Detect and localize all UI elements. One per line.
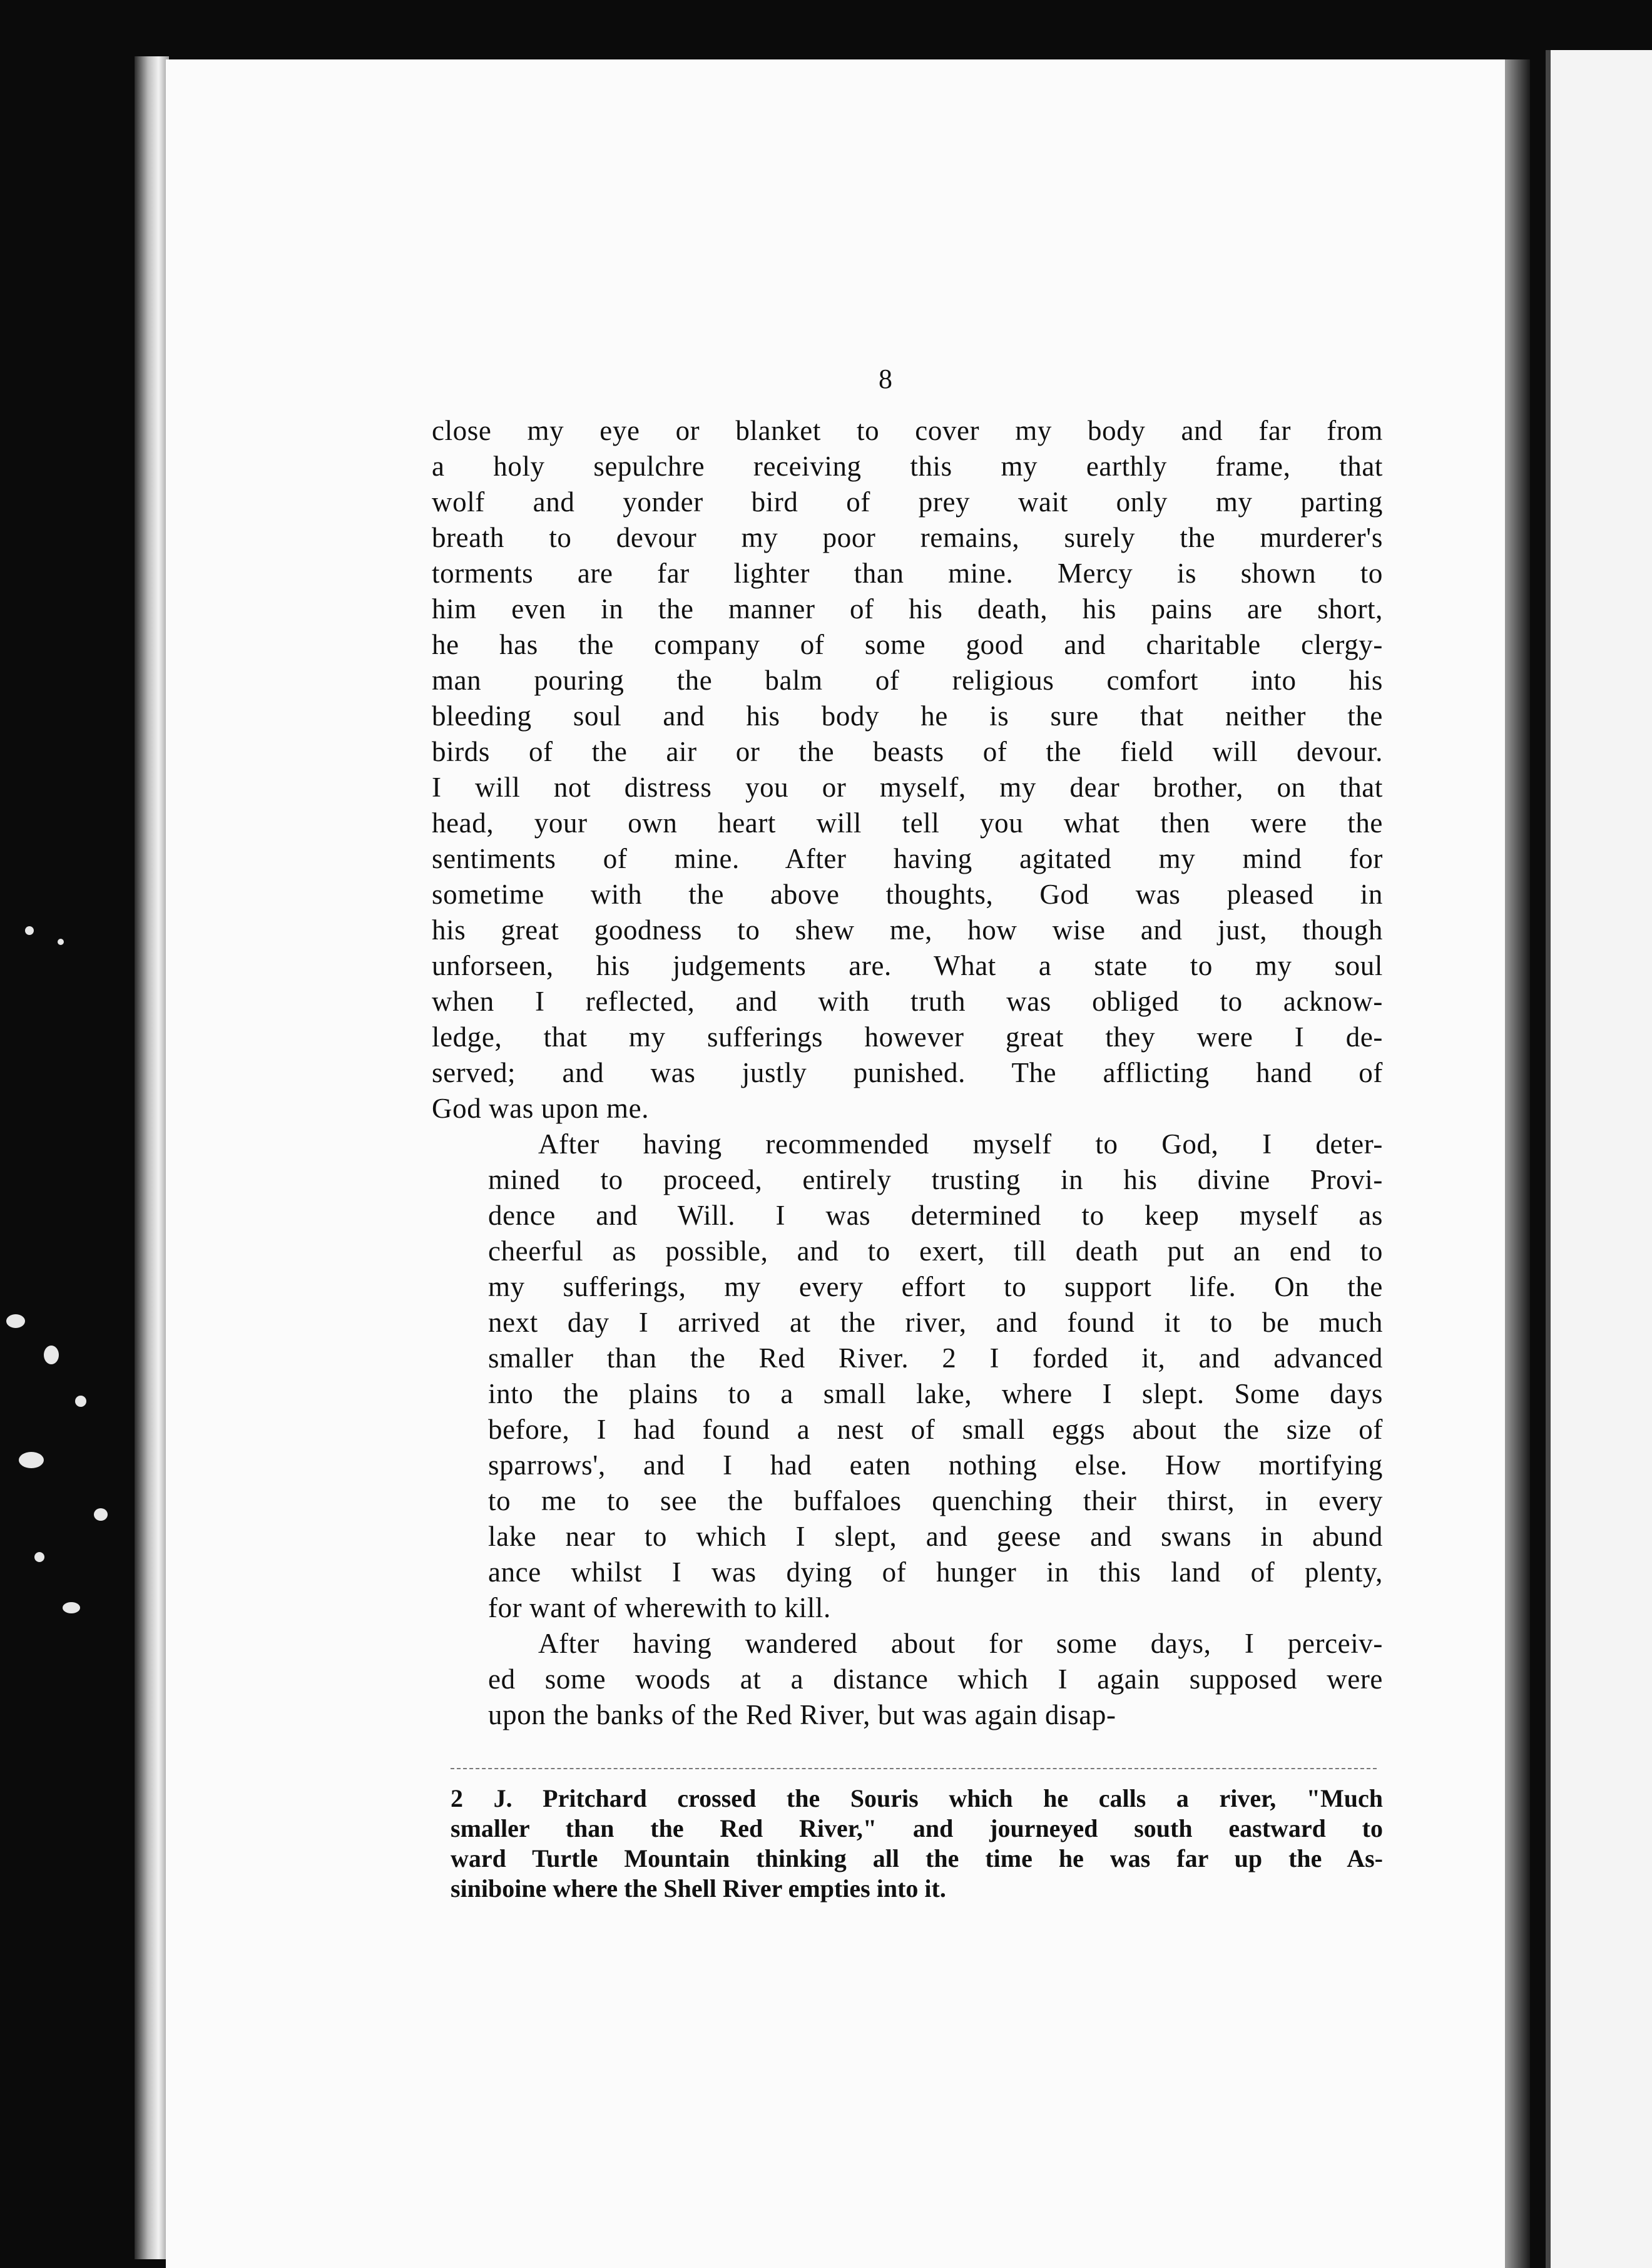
text-line: next day I arrived at the river, and found it to be much <box>488 1307 1383 1338</box>
margin-speckle <box>6 1314 25 1328</box>
text-line: for want of wherewith to kill. <box>488 1592 831 1623</box>
text-line: sentiments of mine. After having agitated my mind for <box>432 843 1383 874</box>
text-line: smaller than the Red River. 2 I forded it, and advanced <box>488 1342 1383 1374</box>
text-line: lake near to which I slept, and geese and swans in abund <box>488 1521 1383 1552</box>
text-line: ledge, that my sufferings however great they were I de- <box>432 1021 1383 1053</box>
adjacent-page-edge <box>1546 50 1652 2268</box>
page-gutter-shadow <box>1505 59 1530 2268</box>
text-line: God was upon me. <box>432 1093 650 1124</box>
margin-speckle <box>94 1508 108 1521</box>
page-number: 8 <box>879 364 892 394</box>
text-line: a holy sepulchre receiving this my earthly frame, that <box>432 451 1383 482</box>
text-line: After having wandered about for some days, I perceiv- <box>538 1628 1383 1659</box>
text-line: before, I had found a nest of small eggs about the size of <box>488 1414 1383 1445</box>
text-line: to me to see the buffaloes quenching their thirst, in every <box>488 1485 1383 1516</box>
paragraph <box>432 1626 1383 1733</box>
margin-speckle <box>25 926 34 935</box>
footnote-line: 2 J. Pritchard crossed the Souris which he calls a river, "Much <box>451 1784 1383 1812</box>
text-line: dence and Will. I was determined to keep myself as <box>488 1200 1383 1231</box>
margin-speckle <box>19 1452 44 1468</box>
text-line: bleeding soul and his body he is sure that neither the <box>432 700 1383 732</box>
text-line: wolf and yonder bird of prey wait only my parting <box>432 486 1383 518</box>
text-line: close my eye or blanket to cover my body and far from <box>432 415 1383 446</box>
text-line: breath to devour my poor remains, surely the murderer's <box>432 522 1383 553</box>
text-line: unforseen, his judgements are. What a state to my soul <box>432 950 1383 981</box>
text-line: ed some woods at a distance which I again supposed were <box>488 1663 1383 1695</box>
text-line: ance whilst I was dying of hunger in this land of plenty, <box>488 1556 1383 1588</box>
footnote-line: ward Turtle Mountain thinking all the time he was far up the As- <box>451 1844 1383 1872</box>
text-line: cheerful as possible, and to exert, till death put an end to <box>488 1235 1383 1267</box>
text-line: he has the company of some good and charitable clergy- <box>432 629 1383 660</box>
margin-speckle <box>44 1346 59 1364</box>
text-line: upon the banks of the Red River, but was again disap- <box>488 1699 1116 1730</box>
text-line: sometime with the above thoughts, God was pleased in <box>432 879 1383 910</box>
text-line: his great goodness to shew me, how wise and just, though <box>432 914 1383 946</box>
book-spine-edge <box>135 56 169 2259</box>
margin-speckle <box>58 939 64 945</box>
text-line: torments are far lighter than mine. Mercy is shown to <box>432 558 1383 589</box>
footnote-line: siniboine where the Shell River empties into it. <box>451 1874 946 1903</box>
text-line: After having recommended myself to God, I deter- <box>538 1128 1383 1160</box>
paragraph <box>432 413 1383 1126</box>
margin-speckle <box>63 1602 80 1613</box>
text-line: when I reflected, and with truth was obliged to acknow- <box>432 986 1383 1017</box>
body-text <box>432 413 1383 1733</box>
margin-speckle <box>75 1396 86 1407</box>
text-line: sparrows', and I had eaten nothing else. How mortifying <box>488 1449 1383 1481</box>
paragraph <box>432 1126 1383 1626</box>
text-line: served; and was justly punished. The afflicting hand of <box>432 1057 1383 1088</box>
footnote-line: smaller than the Red River," and journeyed south eastward to <box>451 1814 1383 1842</box>
text-line: my sufferings, my every effort to support life. On the <box>488 1271 1383 1302</box>
margin-speckle <box>34 1552 44 1562</box>
text-line: him even in the manner of his death, his pains are short, <box>432 593 1383 625</box>
text-line: head, your own heart will tell you what then were the <box>432 807 1383 839</box>
text-line: man pouring the balm of religious comfort into his <box>432 665 1383 696</box>
text-line: I will not distress you or myself, my dear brother, on that <box>432 772 1383 803</box>
text-line: birds of the air or the beasts of the field will devour. <box>432 736 1383 767</box>
footnote <box>451 1784 1383 1904</box>
text-line: into the plains to a small lake, where I slept. Some days <box>488 1378 1383 1409</box>
footnote-rule <box>451 1768 1377 1769</box>
text-line: mined to proceed, entirely trusting in his divine Provi- <box>488 1164 1383 1195</box>
